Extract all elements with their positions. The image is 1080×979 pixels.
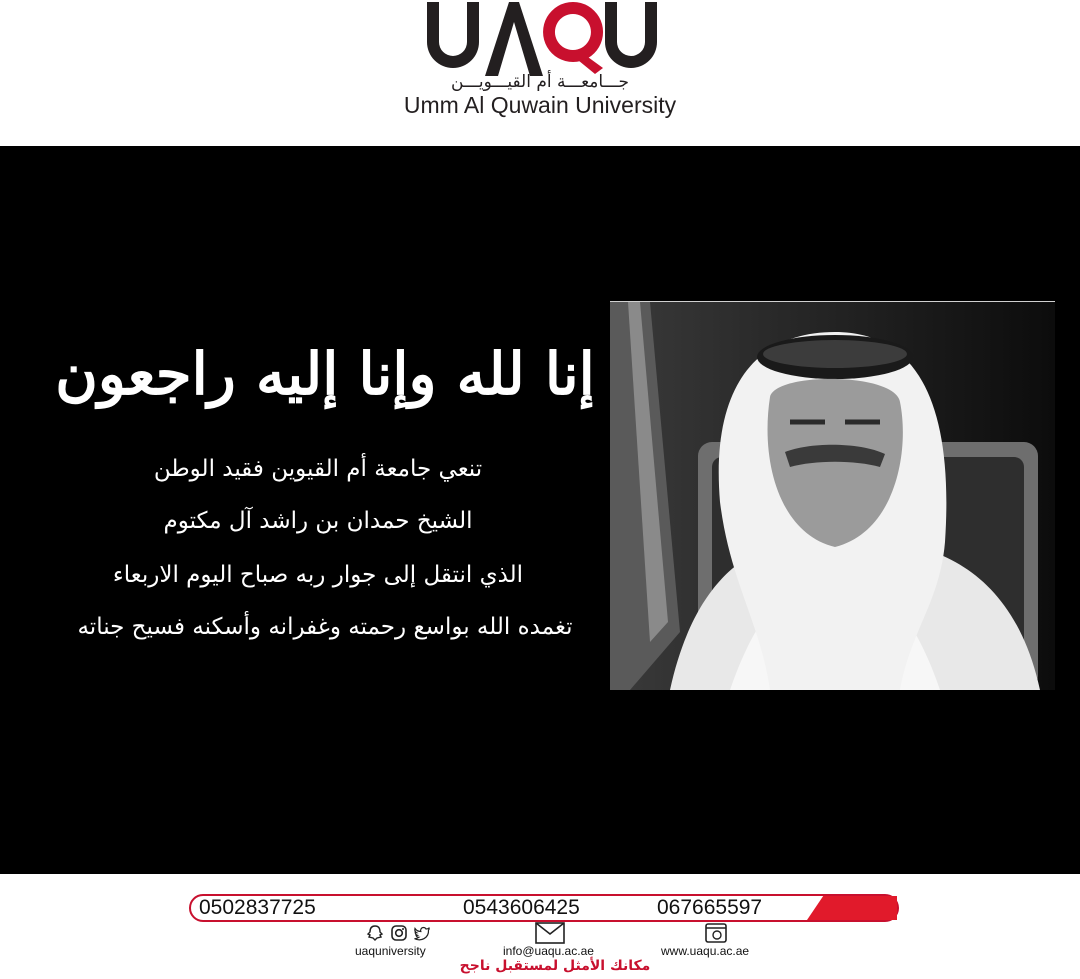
contact-bar-accent — [807, 896, 897, 920]
website-icon[interactable] — [705, 923, 727, 943]
phone-number-3[interactable]: 067665597 — [657, 896, 763, 919]
logo-english-name: Umm Al Quwain University — [403, 92, 677, 118]
tagline: مكانك الأمثل لمستقبل ناجح — [459, 958, 651, 974]
website-url[interactable]: www.uaqu.ac.ae — [661, 944, 750, 958]
condolence-line-2: الشيخ حمدان بن راشد آل مكتوم — [163, 508, 473, 534]
phone-number-2[interactable]: 0543606425 — [463, 896, 580, 919]
condolence-line-4: تغمده الله بواسع رحمته وغفرانه وأسكنه فسيح جناته — [77, 614, 573, 640]
calligraphy-text: إنا لله وإنا إليه راجعون — [55, 340, 595, 408]
condolence-line-3: الذي انتقل إلى جوار ربه صباح اليوم الاربعاء — [112, 562, 524, 588]
logo-arabic-name: جـــامعـــة أم القيـــويـــن — [450, 72, 630, 92]
header — [0, 0, 1080, 146]
uaqu-logo-mark — [423, 0, 657, 78]
calligraphy-verse — [55, 306, 595, 426]
portrait-photo — [610, 301, 1055, 690]
footer — [0, 874, 1080, 979]
twitter-icon[interactable] — [413, 924, 431, 942]
condolence-panel — [0, 146, 1080, 874]
snapchat-icon[interactable] — [366, 924, 384, 942]
phone-number-1[interactable]: 0502837725 — [199, 896, 316, 919]
condolence-line-1: تنعي جامعة أم القيوين فقيد الوطن — [153, 456, 483, 482]
email-address[interactable]: info@uaqu.ac.ae — [503, 944, 594, 958]
contact-bar — [189, 894, 899, 922]
email-icon[interactable] — [535, 922, 565, 944]
instagram-icon[interactable] — [390, 924, 408, 942]
social-handle[interactable]: uaquniversity — [355, 944, 426, 958]
